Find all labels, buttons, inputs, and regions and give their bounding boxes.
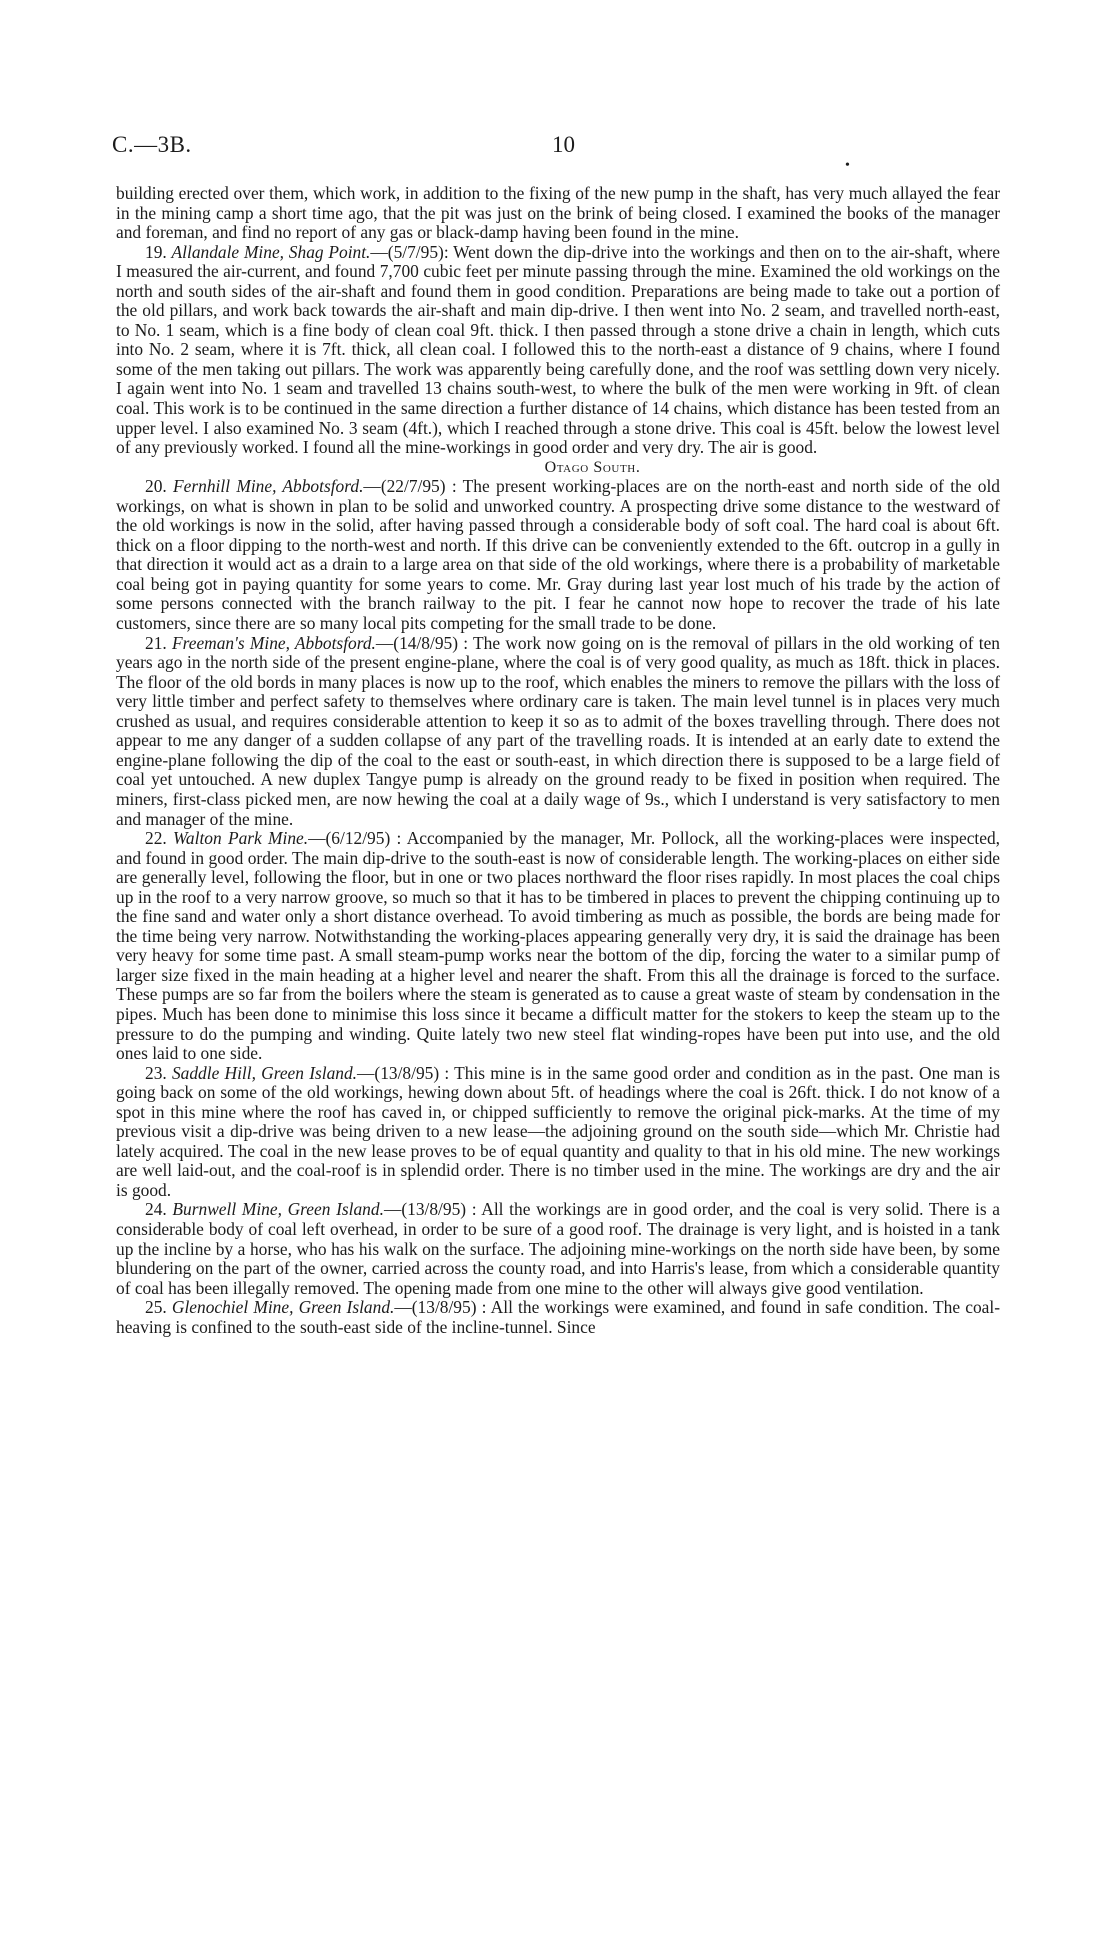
paragraph-25 xyxy=(116,1298,1000,1337)
paragraph-21 xyxy=(116,634,1000,829)
paragraph-23 xyxy=(116,1064,1000,1201)
visit-date: —(14/8/95) : xyxy=(375,632,474,653)
paragraph-text: Accompanied by the manager, Mr. Pollock, all the working-places were inspected, and found in good order. The main dip-drive to the south-east is now of considerable length. The working-places on either side are generally level, following the floor, but in one or two places northward the floor rises rapidly. In most places the coal chips up in the roof to a very narrow groove, so much so that it has to be timbered in places to prevent the chipping continuing up to the fine sand and water only a short distance overhead. To avoid timbering as much as possible, the bords are being made for the time being very narrow. Notwithstanding the working-places appearing generally very dry, it is said the drainage has been very heavy for some time past. A small steam-pump works near the bottom of the dip, forcing the water to a similar pump of larger size fixed in the main heading at a higher level and nearer the shaft. From this all the drainage is forced to the surface. These pumps are so far from the boilers where the steam is generated as to cause a great waste of steam by condensation in the pipes. Much has been done to minimise this loss since it became a difficult matter for the stokers to keep the steam up to the pressure to do the pumping and winding. Quite lately two new steel flat winding-ropes have been put into use, and the old ones laid to one side. xyxy=(116,828,1001,1064)
paragraph-number: 25. xyxy=(145,1297,172,1318)
paragraph-24 xyxy=(116,1200,1000,1298)
mine-title: Allandale Mine, Shag Point. xyxy=(171,241,371,262)
mine-title: Burnwell Mine, Green Island. xyxy=(172,1199,384,1220)
paragraph-text: The present working-places are on the north-east and north side of the old workings, on what is shown in plan to be solid and unworked country. A prospecting drive some distance to the westward of the old workings is now in the solid, after having passed through a considerable body of soft coal. The hard coal is about 6ft. thick on a floor dipping to the north-west and north. If this drive can be conveniently extended to the 6ft. outcrop in a gully in that direction it would act as a drain to a large area on that side of the old workings, where there is a probability of marketable coal being got in paying quantity for some years to come. Mr. Gray during last year lost much of his trade by the action of some persons connected with the branch railway to the pit. I fear he cannot now hope to recover the trade of his late customers, since there are so many local pits competing for the small trade to be done. xyxy=(116,476,1000,634)
body-text xyxy=(116,184,1000,1337)
mine-title: Freeman's Mine, Abbotsford. xyxy=(172,632,376,653)
visit-date: —(13/8/95) : xyxy=(357,1062,455,1083)
paragraph-number: 21. xyxy=(145,632,172,653)
mine-title: Fernhill Mine, Abbotsford. xyxy=(173,476,364,497)
paragraph-20 xyxy=(116,477,1000,633)
paragraph-number: 22. xyxy=(145,828,174,849)
visit-date: —(13/8/95) : xyxy=(394,1297,491,1318)
paragraph-text: Went down the dip-drive into the workings and then on to the air-shaft, where I measured the air-current, and found 7,700 cubic feet per minute passing through the mine. Examined the old workings on the north and south sides of the air-shaft and found them in good condition. Preparations are being made to take out a portion of the old pillars, and work back towards the air-shaft and main dip-drive. I then went into No. 2 seam, and travelled north-east, to No. 1 seam, which is a fine body of clean coal 9ft. thick. I then passed through a stone drive a chain in length, which cuts into No. 2 seam, where it is 7ft. thick, all clean coal. I followed this to the north-east a distance of 9 chains, where I found some of the men taking out pillars. The work was apparently being carefully done, and the roof was settling down very nicely. I again went into No. 1 seam and travelled 13 chains south-west, to where the bulk of the men were working in 9ft. of clean coal. This work is to be continued in the same direction a further distance of 14 chains, which distance has been tested from an upper level. I also examined No. 3 seam (4ft.), which I reached through a stone drive. This coal is 45ft. below the lowest level of any previously worked. I found all the mine-workings in good order and very dry. The air is good. xyxy=(116,241,1000,458)
mine-title: Glenochiel Mine, Green Island. xyxy=(171,1297,395,1318)
paragraph-number: 19. xyxy=(145,241,172,262)
paragraph-text: All the workings are in good order, and the coal is very solid. There is a considerable body of coal left overhead, in order to be sure of a good roof. The drainage is very light, and is hoisted in a tank up the incline by a horse, who has his walk on the surface. The adjoining mine-workings on the north side have been, by some blundering on the part of the owner, carried across the county road, and into Harris's lease, from which a considerable quantity of coal has been illegally removed. The opening made from one mine to the other will always give good ventilation. xyxy=(116,1199,1001,1298)
paragraph-text: This mine is in the same good order and condition as in the past. One man is going back on some of the old workings, hewing down about 5ft. of headings where the coal is 26ft. thick. I do not know of a spot in this mine where the roof has caved in, or chipped sufficiently to remove the original pick-marks. At the time of my previous visit a dip-drive was being driven to a new lease—the adjoining ground on the south side—which Mr. Christie had lately acquired. The coal in the new lease proves to be of equal quantity and quality to that in his old mine. The new workings are well laid-out, and the coal-roof is in splendid order. There is no timber used in the mine. The workings are dry and the air is good. xyxy=(116,1062,1000,1200)
mine-title: Walton Park Mine. xyxy=(173,828,309,849)
paragraph-number: 20. xyxy=(145,476,174,497)
visit-date: —(5/7/95): xyxy=(370,241,454,262)
visit-date: —(6/12/95) : xyxy=(308,828,407,849)
paragraph-text: All the workings were examined, and found in safe condition. The coal-heaving is confined to the south-east side of the incline-tunnel. Since xyxy=(116,1297,1000,1337)
paragraph-number: 23. xyxy=(145,1062,172,1083)
paragraph-text: building erected over them, which work, in addition to the fixing of the new pump in the shaft, has very much allayed the fear in the mining camp a short time ago, that the pit was just on the brink of being closed. I examined the books of the manager and foreman, and find no report of any gas or black-damp having been found in the mine. xyxy=(116,183,1000,243)
page-header xyxy=(112,132,1002,173)
visit-date: —(13/8/95) : xyxy=(383,1199,482,1220)
report-reference: C.—3B. xyxy=(112,132,192,157)
section-heading: Otago South. xyxy=(544,458,641,476)
visit-date: —(22/7/95) : xyxy=(363,476,463,497)
paragraph-number: 24. xyxy=(145,1199,173,1220)
paragraph-19 xyxy=(116,243,1000,458)
page-number: 10 xyxy=(552,132,575,157)
paragraph-22 xyxy=(116,829,1000,1064)
paragraph-continuation xyxy=(116,184,1000,243)
paragraph-text: The work now going on is the removal of pillars in the old working of ten years ago in the north side of the present engine-plane, where the coal is of very good quality, as much as 18ft. thick in places. The floor of the old bords in many places is now up to the roof, which enables the miners to remove the pillars with the loss of very little timber and perfect safety to themselves where ordinary care is taken. The main level tunnel is in places very much crushed as usual, and requires considerable attention to keep it so as to admit of the boxes travelling through. There does not appear to me any danger of a sudden collapse of any part of the travelling roads. It is intended at an early date to extend the engine-plane following the dip of the coal to the east or south-east, in which direction there is supposed to be a large field of coal yet untouched. A new duplex Tangye pump is already on the ground ready to be fixed in position when required. The miners, first-class picked men, are now hewing the coal at a daily wage of 9s., which I understand is very satisfactory to men and manager of the mine. xyxy=(116,632,1000,829)
mine-title: Saddle Hill, Green Island. xyxy=(171,1062,358,1083)
margin-mark: • xyxy=(845,158,850,173)
